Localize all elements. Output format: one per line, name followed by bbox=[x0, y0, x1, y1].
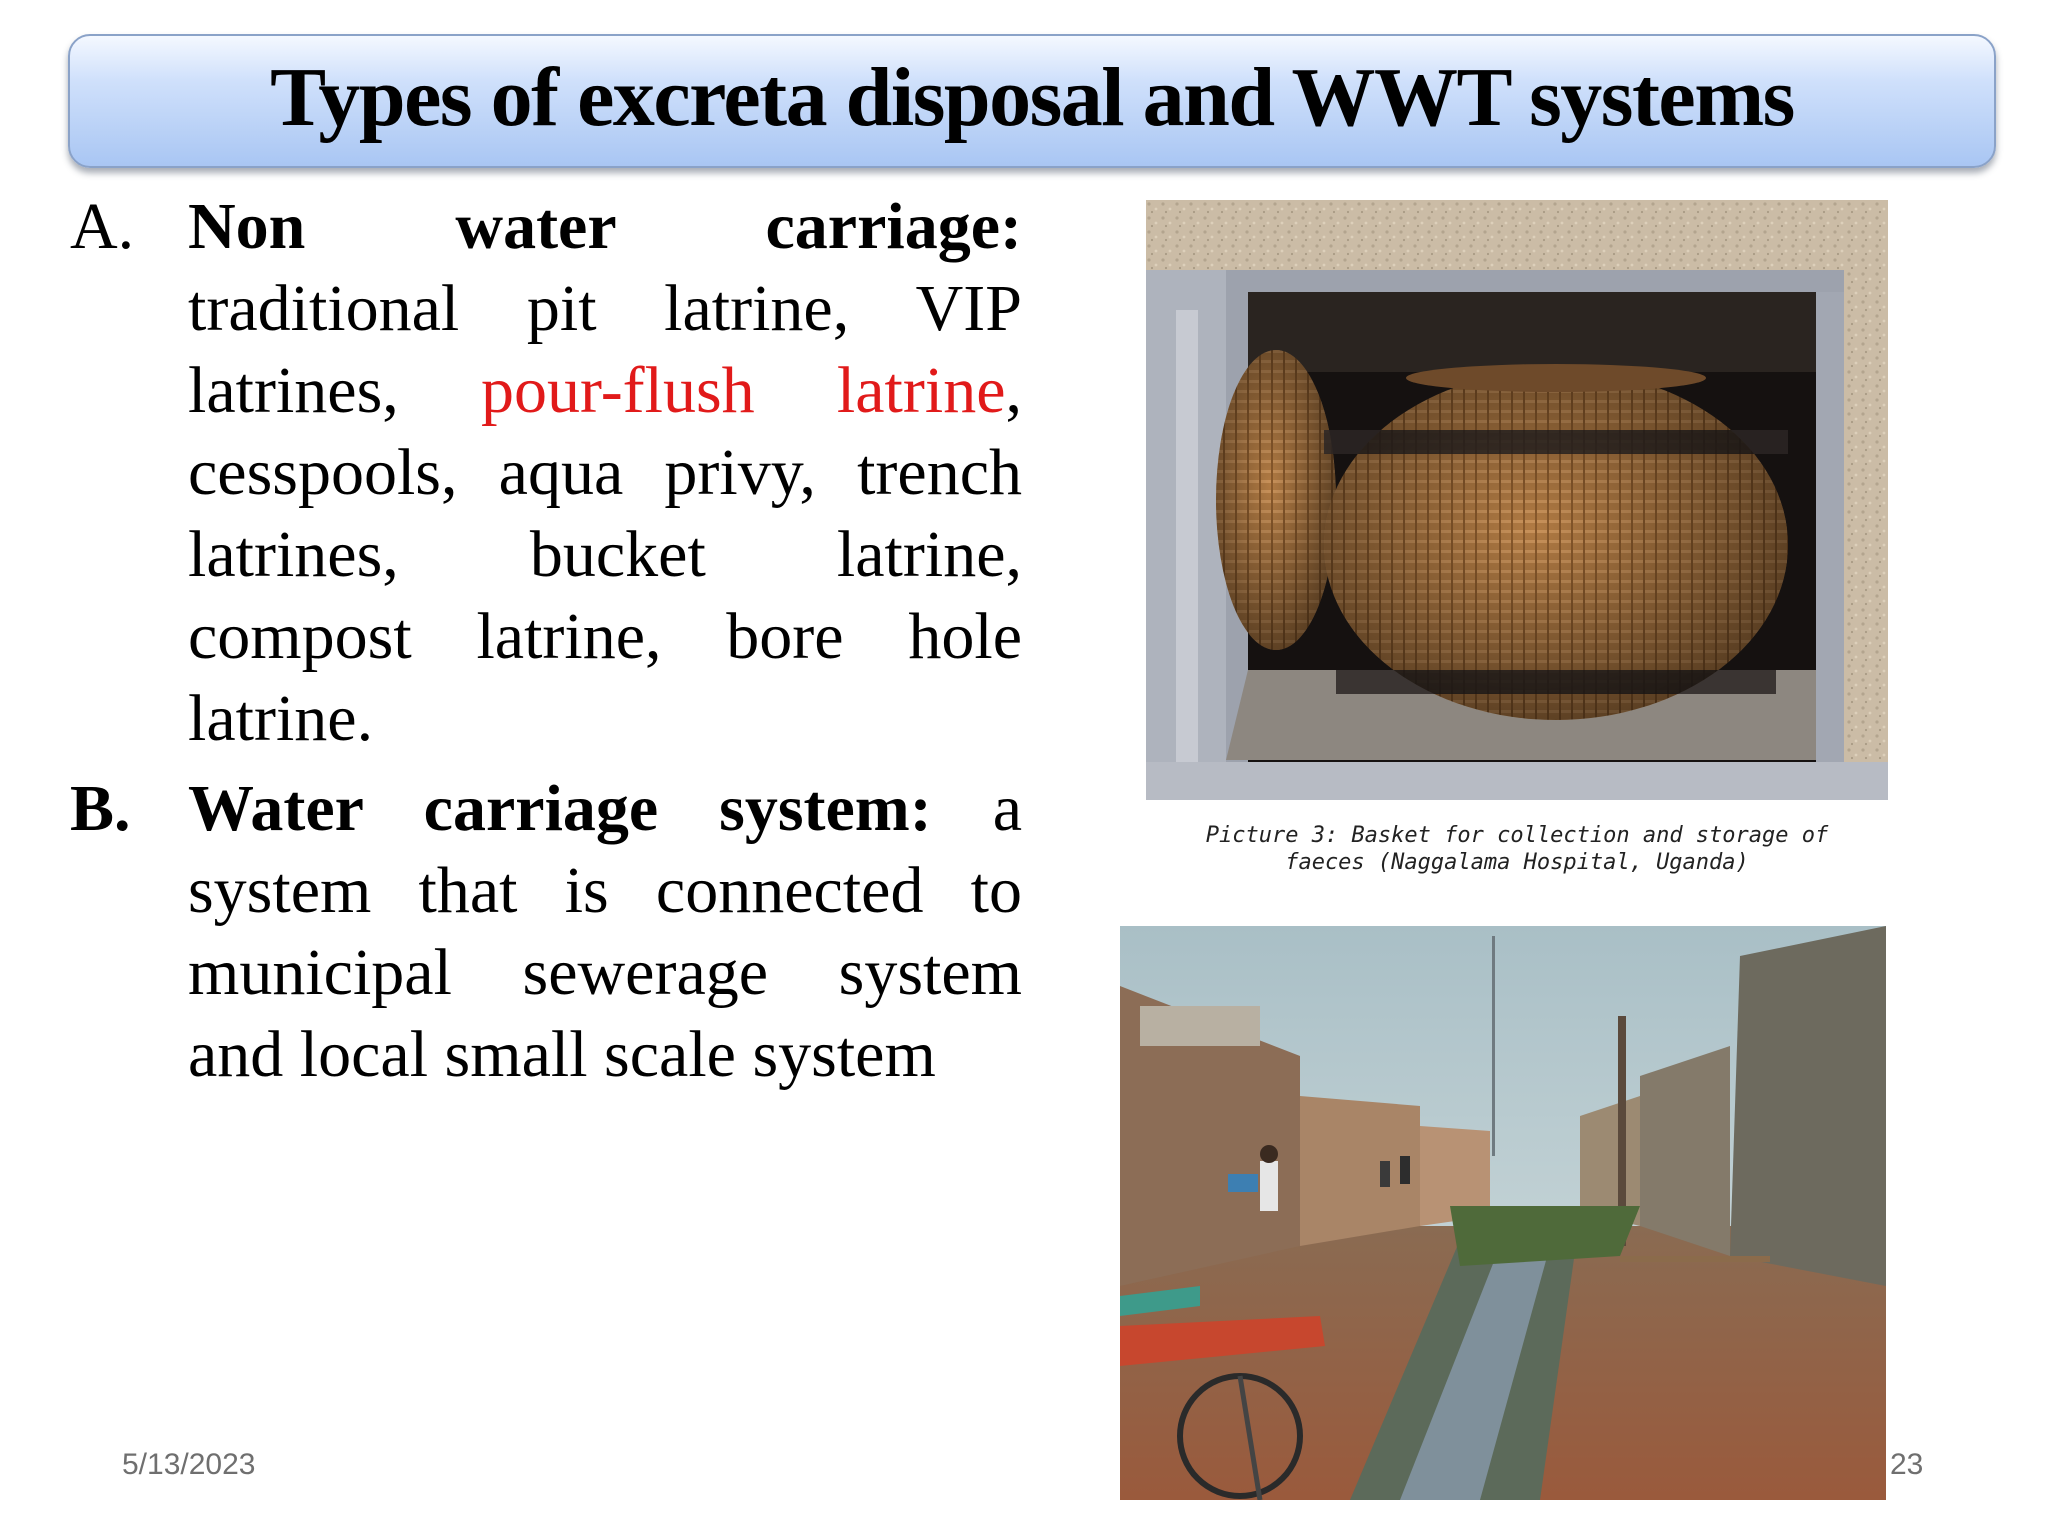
list-item-b bbox=[70, 768, 1022, 1096]
slide-title: Types of excreta disposal and WWT systems bbox=[270, 50, 1794, 144]
street-drain-illustration bbox=[1120, 926, 1886, 1500]
item-b-heading: Water carriage system: bbox=[188, 772, 932, 845]
basket-photo-caption bbox=[1160, 822, 1874, 876]
item-a-text-before: traditional pit latrine, VIP latrines, bbox=[188, 272, 1022, 427]
list-text-b bbox=[188, 768, 1022, 1096]
street-drain-photo bbox=[1120, 926, 1886, 1500]
item-b-text-after: a system that is connected to municipal sewerage system and local small scale system bbox=[188, 772, 1022, 1091]
slide-body bbox=[70, 186, 1022, 1096]
item-a-text-after: , cesspools, aqua privy, trench latrines, bucket latrine, compost latrine, bore hole latrine. bbox=[188, 354, 1023, 755]
item-a-highlight: pour-flush latrine bbox=[481, 354, 1006, 427]
list-marker-a: A. bbox=[70, 190, 135, 263]
list-marker-b: B. bbox=[70, 772, 131, 845]
caption-line-1: Picture 3: Basket for collection and storage of bbox=[1205, 823, 1829, 848]
item-a-heading: Non water carriage: bbox=[188, 190, 1022, 263]
title-bar bbox=[68, 34, 1996, 168]
list-text-a bbox=[188, 186, 1022, 760]
caption-line-2: faeces (Naggalama Hospital, Uganda) bbox=[1285, 850, 1749, 875]
page-number: 23 bbox=[1890, 1448, 1924, 1481]
footer-date: 5/13/2023 bbox=[122, 1448, 256, 1481]
basket-photo-illustration bbox=[1146, 200, 1888, 800]
list-item-a bbox=[70, 186, 1022, 760]
basket-photo bbox=[1146, 200, 1888, 800]
